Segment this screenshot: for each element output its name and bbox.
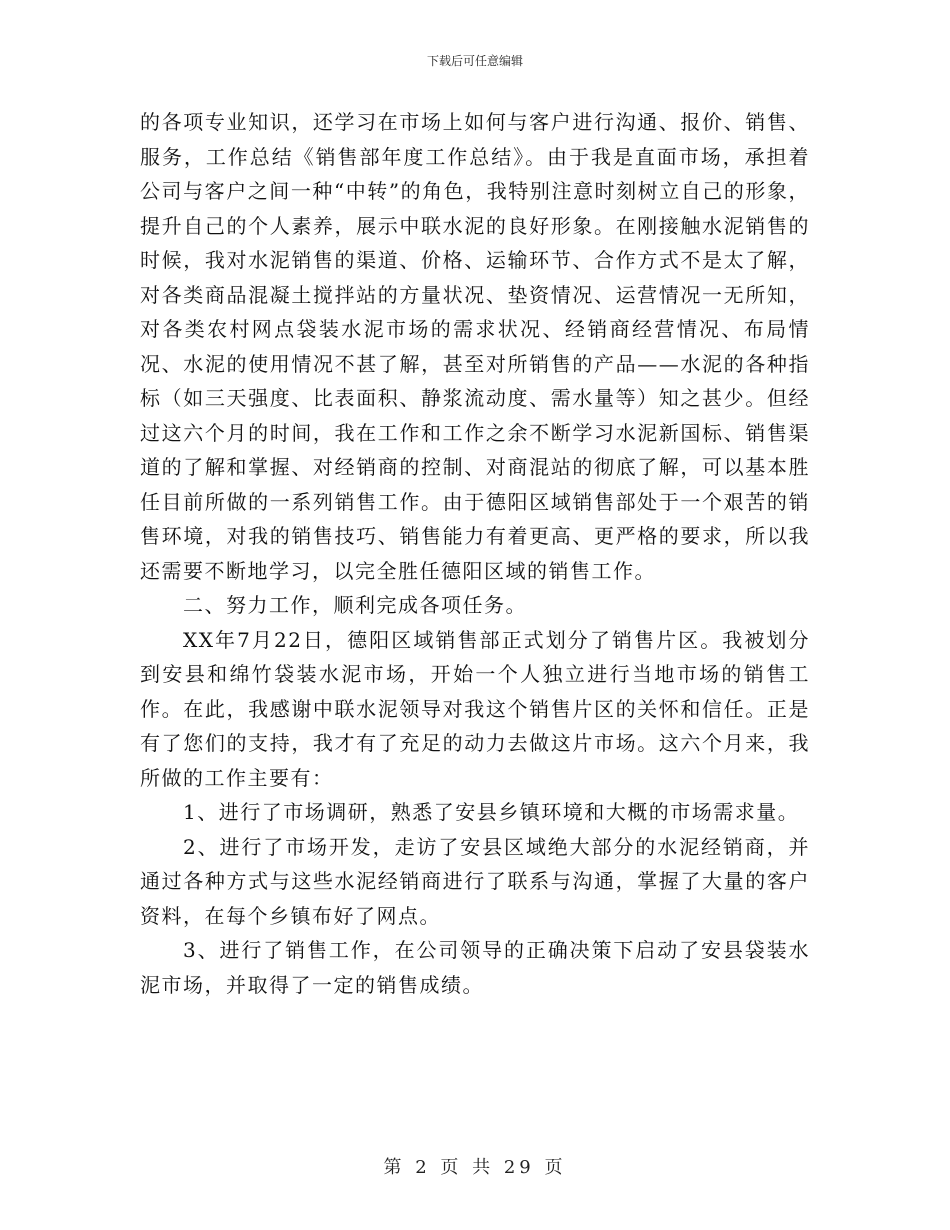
list-item: 3、进行了销售工作，在公司领导的正确决策下启动了安县袋装水泥市场，并取得了一定的销售成绩。 xyxy=(140,938,810,997)
document-body xyxy=(140,105,810,1002)
list-item: 2、进行了市场开发，走访了安县区域绝大部分的水泥经销商，并通过各种方式与这些水泥经销商进行了联系与沟通，掌握了大量的客户资料，在每个乡镇布好了网点。 xyxy=(140,834,810,928)
page-number: 第 2 页 共 29 页 xyxy=(383,1157,567,1178)
page-header: 下载后可任意编辑 xyxy=(426,54,523,68)
body-paragraph: XX年7月22日，德阳区域销售部正式划分了销售片区。我被划分到安县和绵竹袋装水泥市场，开始一个人独立进行当地市场的销售工作。在此，我感谢中联水泥领导对我这个销售片区的关怀和信任。正是有了您们的支持，我才有了充足的动力去做这片市场。这六个月来，我所做的工作主要有： xyxy=(140,627,810,790)
list-item: 1、进行了市场调研，熟悉了安县乡镇环境和大概的市场需求量。 xyxy=(183,800,800,824)
section-heading: 二、努力工作，顺利完成各项任务。 xyxy=(183,593,527,617)
body-paragraph-continued: 的各项专业知识，还学习在市场上如何与客户进行沟通、报价、销售、服务，工作总结《销售部年度工作总结》。由于我是直面市场，承担着公司与客户之间一种“中转”的角色，我特别注意时刻树立自己的形象，提升自己的个人素养，展示中联水泥的良好形象。在刚接触水泥销售的时候，我对水泥销售的渠道、价格、运输环节、合作方式不是太了解，对各类商品混凝土搅拌站的方量状况、垫资情况、运营情况一无所知，对各类农村网点袋装水泥市场的需求状况、经销商经营情况、布局情况、水泥的使用情况不甚了解，甚至对所销售的产品——水泥的各种指标（如三天强度、比表面积、静浆流动度、需水量等）知之甚少。但经过这六个月的时间，我在工作和工作之余不断学习水泥新国标、销售渠道的了解和掌握、对经销商的控制、对商混站的彻底了解，可以基本胜任目前所做的一系列销售工作。由于德阳区域销售部处于一个艰苦的销售环境，对我的销售技巧、销售能力有着更高、更严格的要求，所以我还需要不断地学习，以完全胜任德阳区域的销售工作。 xyxy=(140,110,810,583)
